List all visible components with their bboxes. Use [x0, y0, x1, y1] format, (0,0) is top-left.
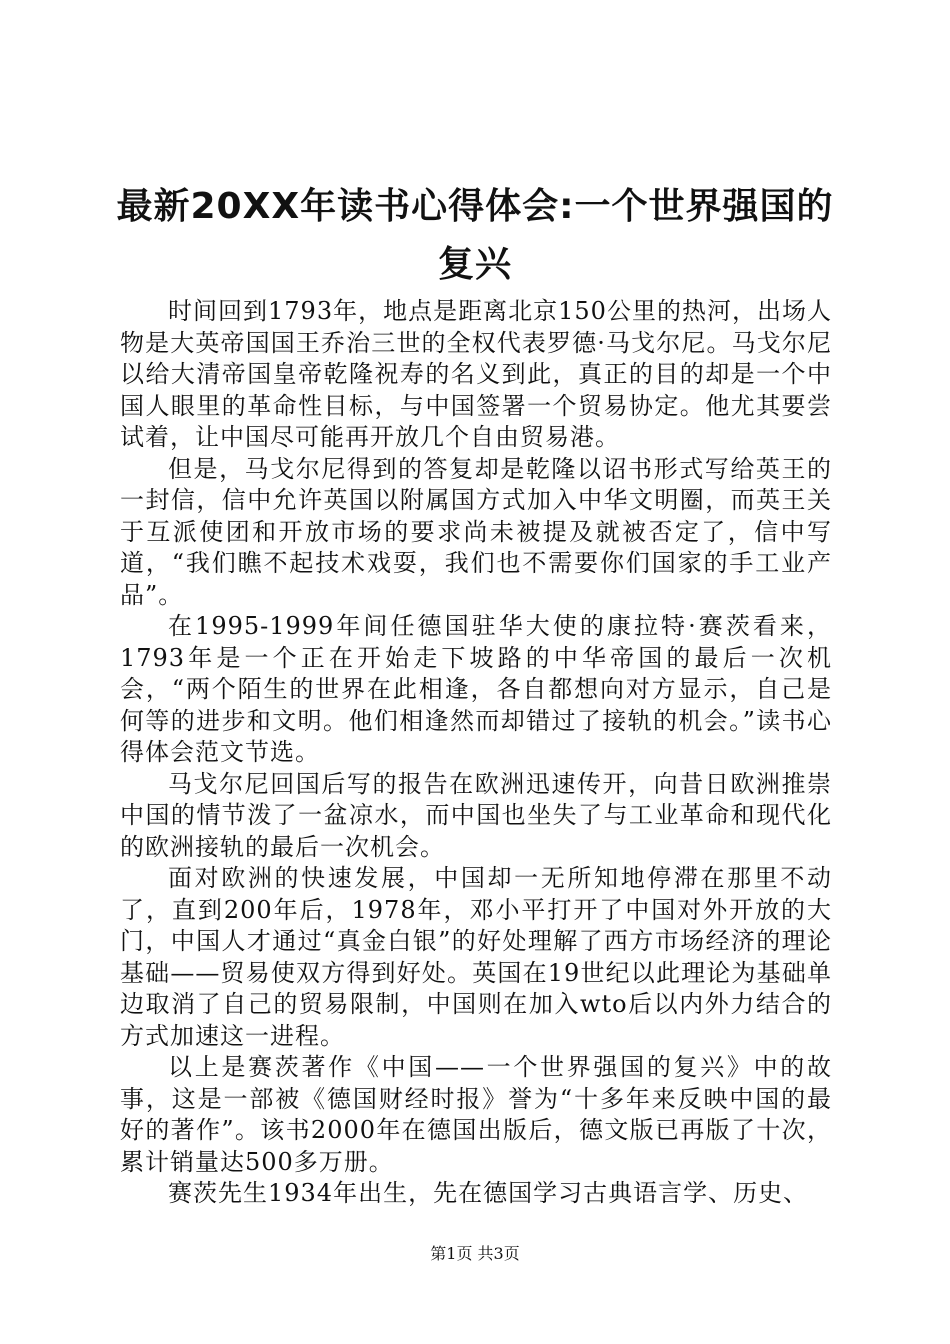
paragraph: 在1995-1999年间任德国驻华大使的康拉特·赛茨看来，1793年是一个正在开始走下坡路的中华帝国的最后一次机会，“两个陌生的世界在此相逢，各自都想向对方显示，自己是何等的进步和文明。他们相逢然而却错过了接轨的机会。”读书心得体会范文节选。 — [120, 612, 832, 766]
paragraph: 时间回到1793年，地点是距离北京150公里的热河，出场人物是大英帝国国王乔治三世的全权代表罗德·马戈尔尼。马戈尔尼以给大清帝国皇帝乾隆祝寿的名义到此，真正的目的却是一个中国人眼里的革命性目标，与中国签署一个贸易协定。他尤其要尝试着，让中国尽可能再开放几个自由贸易港。 — [120, 297, 832, 451]
page-footer: 第1页 共3页 — [430, 1244, 520, 1263]
paragraph: 但是，马戈尔尼得到的答复却是乾隆以诏书形式写给英王的一封信，信中允许英国以附属国方式加入中华文明圈，而英王关于互派使团和开放市场的要求尚未被提及就被否定了，信中写道，“我们瞧不起技术戏耍，我们也不需要你们国家的手工业产品”。 — [120, 454, 832, 609]
paragraph: 以上是赛茨著作《中国——一个世界强国的复兴》中的故事，这是一部被《德国财经时报》誉为“十多年来反映中国的最好的著作”。该书2000年在德国出版后，德文版已再版了十次，累计销量达500多万册。 — [120, 1053, 832, 1176]
document-body — [120, 296, 832, 1210]
document-title: 最新20XX年读书心得体会:一个世界强国的复兴 — [116, 186, 834, 285]
paragraph: 马戈尔尼回国后写的报告在欧洲迅速传开，向昔日欧洲推崇中国的情节泼了一盆凉水，而中国也坐失了与工业革命和现代化的欧洲接轨的最后一次机会。 — [120, 769, 832, 861]
paragraph: 赛茨先生1934年出生，先在德国学习古典语言学、历史、 — [168, 1179, 809, 1207]
paragraph: 面对欧洲的快速发展，中国却一无所知地停滞在那里不动了，直到200年后，1978年，邓小平打开了中国对外开放的大门，中国人才通过“真金白银”的好处理解了西方市场经济的理论基础——贸易使双方得到好处。英国在19世纪以此理论为基础单边取消了自己的贸易限制，中国则在加入wto后以内外力结合的方式加速这一进程。 — [120, 864, 832, 1050]
